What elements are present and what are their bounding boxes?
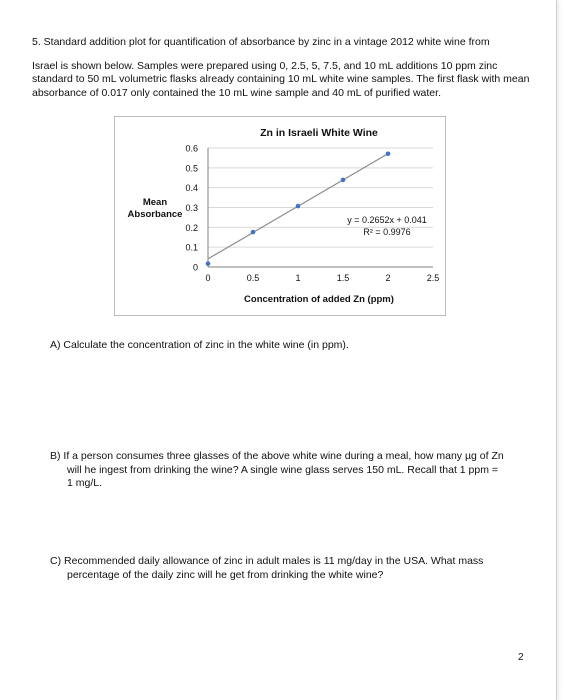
y-axis-label-line2: Absorbance	[127, 209, 183, 220]
x-tick-label-4: 2	[385, 273, 391, 283]
y-tick-labels	[185, 144, 198, 273]
x-tick-labels	[205, 273, 439, 283]
standard-addition-chart	[114, 116, 446, 316]
x-tick-label-0: 0	[205, 273, 211, 283]
y-tick-label-3: 0.3	[185, 203, 198, 213]
chart-svg	[115, 117, 445, 315]
data-point-2	[296, 204, 301, 209]
part-c	[50, 555, 530, 582]
part-a-label: A)	[50, 339, 61, 351]
data-point-3	[341, 178, 346, 183]
data-point-0	[206, 261, 211, 266]
y-tick-label-1: 0.1	[185, 242, 198, 253]
part-b-label: B)	[50, 450, 61, 462]
x-tick-label-1: 0.5	[246, 273, 260, 283]
y-tick-label-6: 0.6	[185, 143, 198, 154]
part-c-line1: Recommended daily allowance of zinc in adult males is 11 mg/day in the USA. What mass	[64, 555, 484, 567]
trendline-equation: y = 0.2652x + 0.041	[347, 215, 427, 225]
question-intro	[32, 36, 532, 100]
y-tick-label-2: 0.2	[185, 222, 198, 233]
data-point-1	[251, 230, 256, 235]
question-title: 5. Standard addition plot for quantification of absorbance by zinc in a vintage 2012 white wine from	[32, 36, 490, 48]
part-a-text: Calculate the concentration of zinc in the white wine (in ppm).	[63, 339, 349, 351]
x-tick-label-5: 2.5	[426, 273, 440, 283]
part-b-line3: 1 mg/L.	[67, 477, 103, 489]
y-axis-label-line1: Mean	[142, 197, 168, 208]
chart-title: Zn in Israeli White Wine	[260, 127, 378, 139]
part-a	[50, 339, 530, 353]
question-body: Israel is shown below. Samples were prepared using 0, 2.5, 5, 7.5, and 10 mL additions 10 ppm zinc standard to 50 mL volumetric flasks already containing 10 mL white wine samples. The first flask with mean absorbance of 0.017 only contained the 10 mL wine sample and 40 mL of purified water.	[32, 59, 530, 99]
r-squared-label: R² = 0.9976	[363, 227, 411, 237]
part-b-line1: If a person consumes three glasses of the above white wine during a meal, how many µg of Zn	[63, 450, 504, 462]
y-tick-label-5: 0.5	[185, 163, 198, 174]
y-tick-label-0: 0	[192, 262, 198, 273]
page-number: 2	[518, 652, 524, 663]
y-tick-label-4: 0.4	[185, 183, 198, 194]
part-c-line2: percentage of the daily zinc will he get from drinking the white wine?	[67, 568, 384, 581]
data-point-4	[386, 151, 391, 156]
part-b	[50, 450, 530, 491]
x-tick-label-3: 1.5	[336, 273, 350, 283]
part-b-line2: will he ingest from drinking the wine? A single wine glass serves 150 mL. Recall that 1 ppm =	[67, 463, 499, 476]
x-axis-label: Concentration of added Zn (ppm)	[244, 294, 394, 305]
x-tick-label-2: 1	[295, 273, 301, 283]
part-c-label: C)	[50, 555, 62, 567]
